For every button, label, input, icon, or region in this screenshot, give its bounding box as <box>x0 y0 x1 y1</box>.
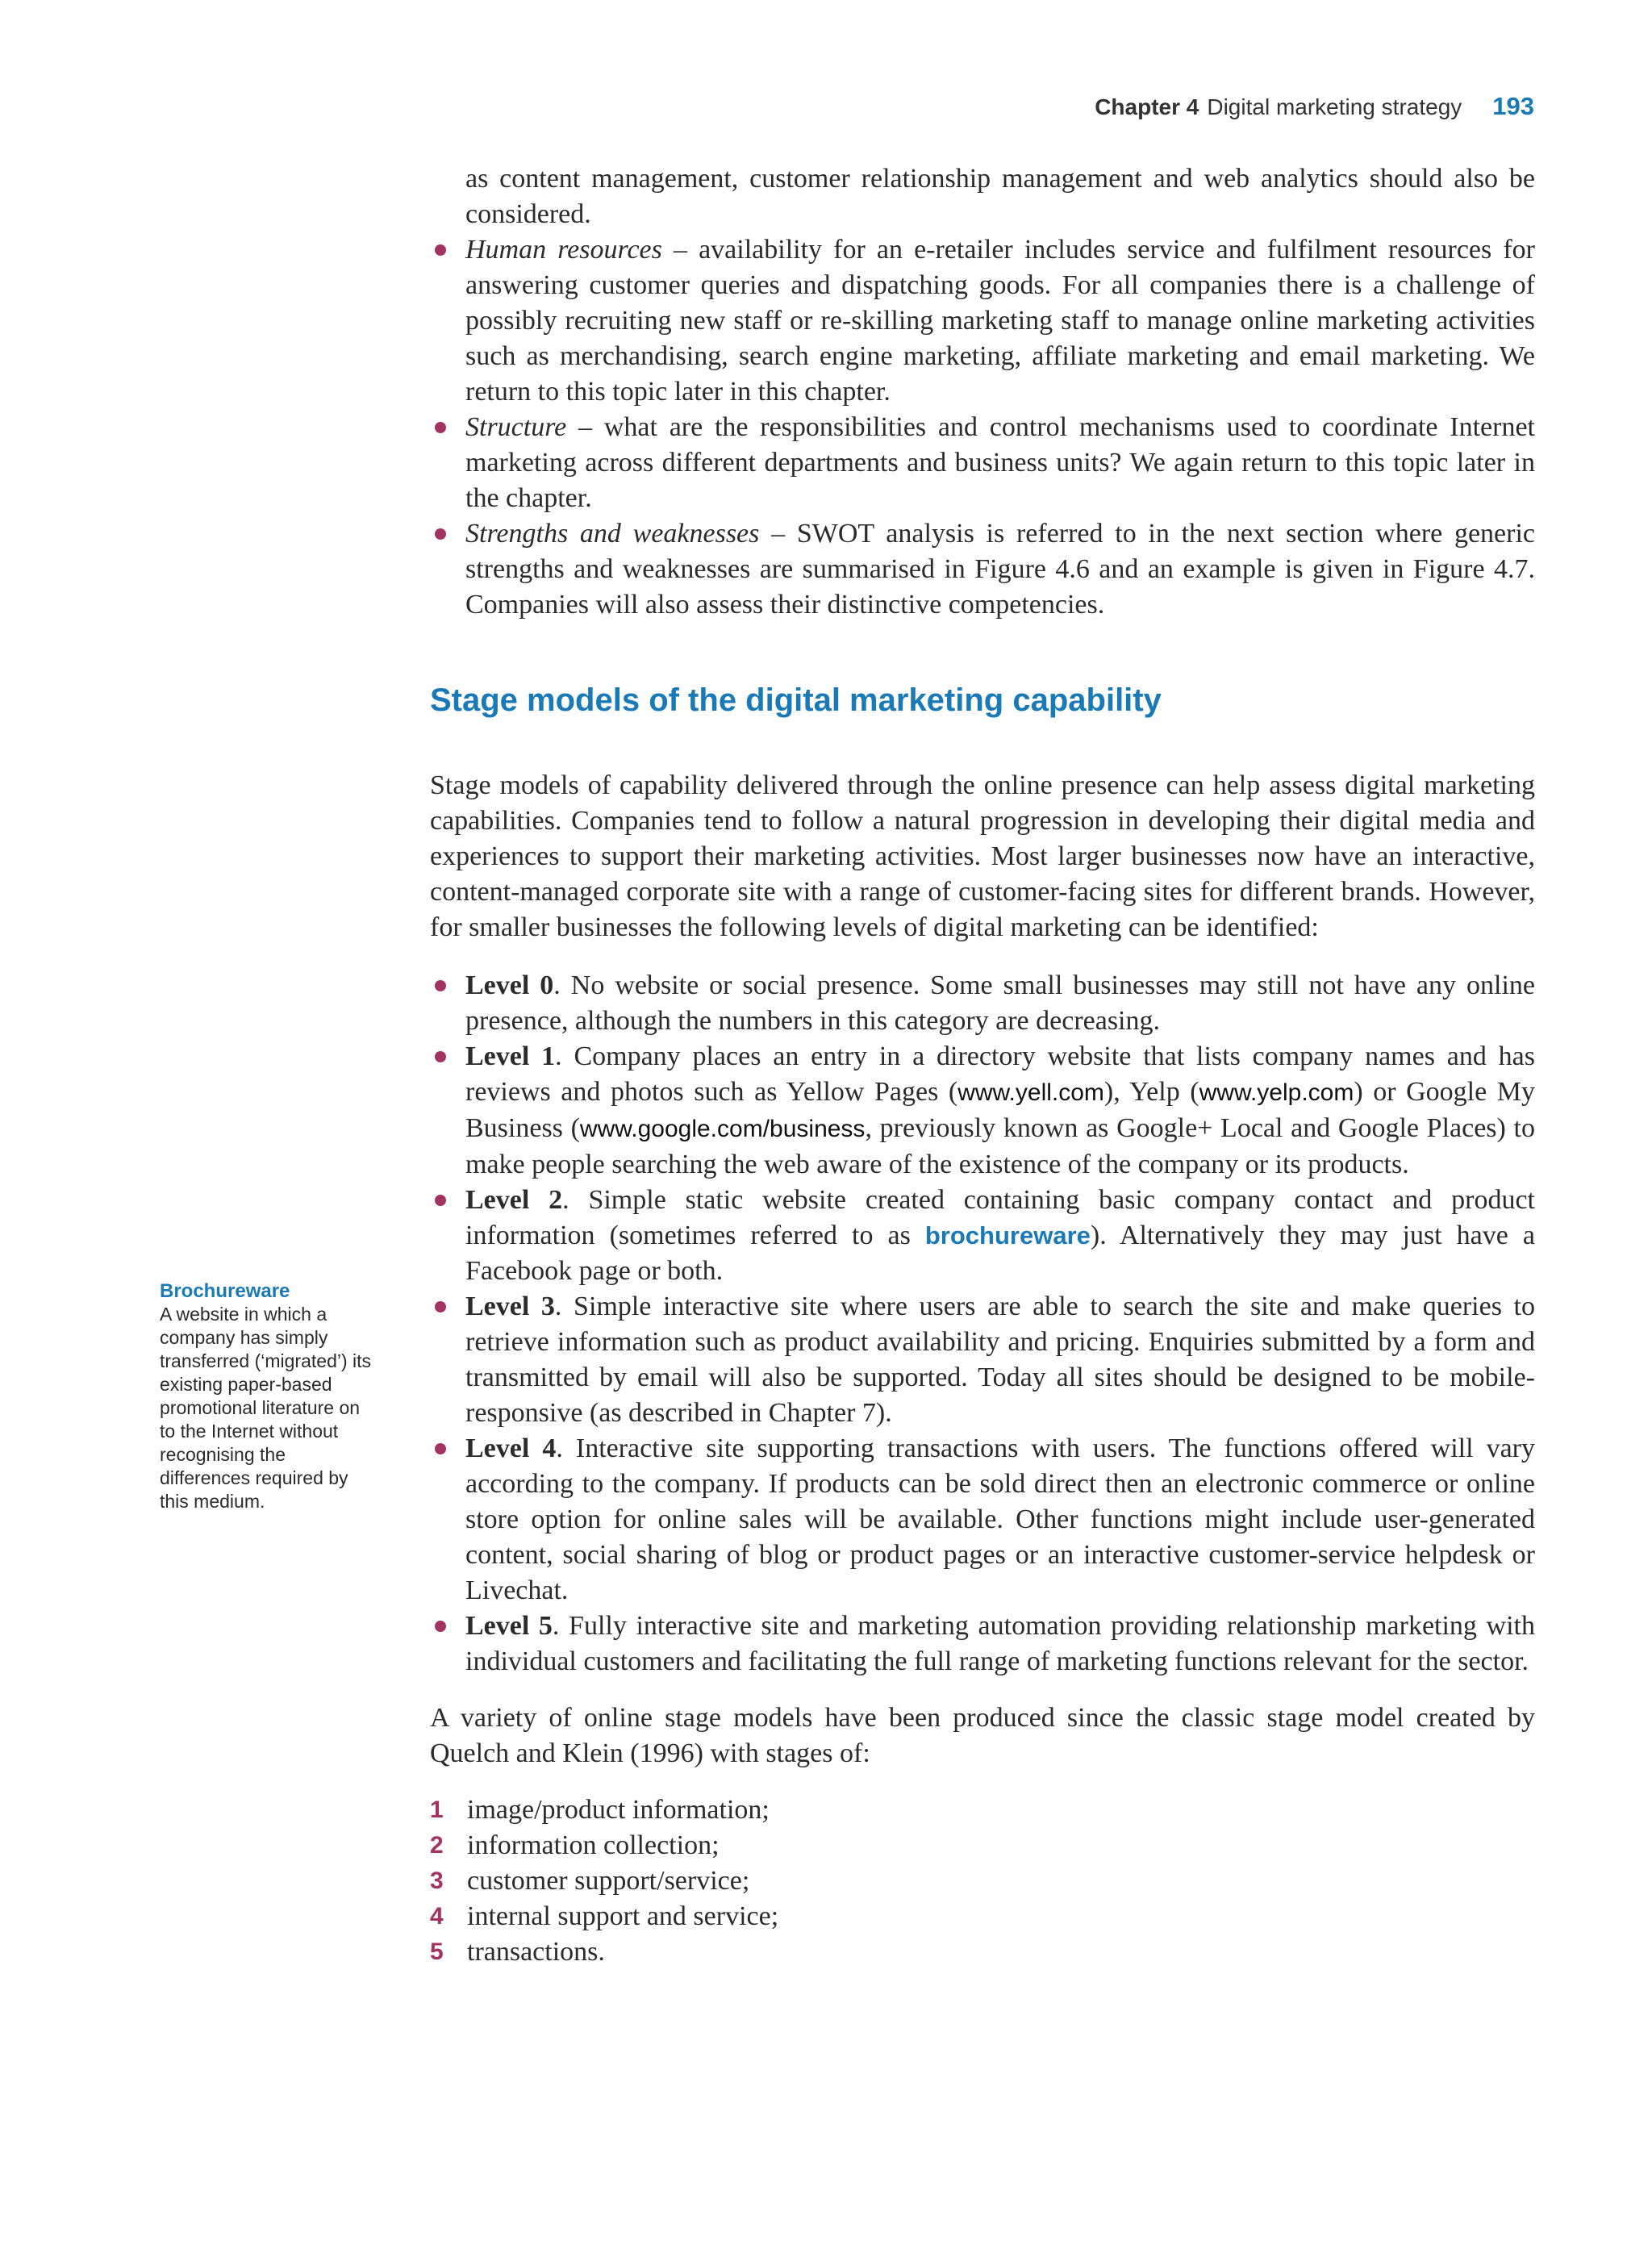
level-text: ), Yelp ( <box>1103 1077 1199 1107</box>
stage-item <box>430 1792 1535 1828</box>
yelp-url: www.yelp.com <box>1199 1079 1354 1106</box>
level-1-item <box>430 1039 1535 1183</box>
level-text: . Interactive site supporting transactions with users. The functions offered will vary according to the company. If products can be sold direct then an electronic commerce or online store option for online sales will be available. Other functions might include user-generated content, social sharing of blog or product pages or an interactive customer-service helpdesk or Livechat. <box>465 1433 1535 1605</box>
stage-item <box>430 1934 1535 1970</box>
level-label: Level 5 <box>465 1611 553 1641</box>
level-4-item <box>430 1431 1535 1609</box>
resources-bullet-list <box>430 232 1535 623</box>
level-text: ). Alternatively they may just have a Facebook page or both. <box>465 1221 1536 1286</box>
bullet-text: – SWOT analysis is referred to in the next section where generic strengths and weaknesses are summarised in Figure 4.6 and an example is given in Figure 4.7. Companies will also assess their distinctive competencies. <box>465 519 1536 620</box>
intro-paragraph: Stage models of capability delivered through the online presence can help assess digital marketing capabilities. Companies tend to follow a natural progression in developing their digital media and experiences to support their marketing activities. Most larger businesses now have an interactive, content-managed corporate site with a range of customer-facing sites for different brands. However, for smaller businesses the following levels of digital marketing can be identified: <box>430 770 1535 942</box>
chapter-title: Digital marketing strategy <box>1207 94 1462 119</box>
level-0-item <box>430 968 1535 1039</box>
level-label: Level 1 <box>465 1041 556 1071</box>
section-heading: Stage models of the digital marketing capability <box>430 682 1162 718</box>
level-text: ) or Google My Business ( <box>465 1077 1536 1143</box>
running-header <box>1095 92 1534 121</box>
bullet-structure <box>430 410 1535 516</box>
stage-text: information collection; <box>467 1830 720 1860</box>
bullet-strengths-weaknesses <box>430 516 1535 623</box>
stages-numbered-list <box>430 1792 1535 1970</box>
level-label: Level 0 <box>465 970 554 1000</box>
yell-url: www.yell.com <box>957 1079 1104 1106</box>
level-text: , previously known as Google+ Local and Google Places) to make people searching the web aware of the existence of the company or its products. <box>465 1113 1535 1179</box>
level-label: Level 4 <box>465 1433 557 1463</box>
stage-text: image/product information; <box>467 1795 770 1825</box>
bullet-term: Human resources <box>465 235 662 265</box>
stage-text: transactions. <box>467 1937 605 1967</box>
bullet-term: Structure <box>465 412 567 442</box>
stage-text: internal support and service; <box>467 1901 779 1931</box>
level-3-item <box>430 1289 1535 1431</box>
level-5-item <box>430 1609 1535 1680</box>
stage-item <box>430 1863 1535 1899</box>
page-number: 193 <box>1492 92 1534 120</box>
level-text: . Simple static website created containing basic company contact and product information (sometimes referred to as <box>465 1185 1535 1250</box>
levels-bullet-list <box>430 968 1535 1680</box>
stage-number: 5 <box>430 1938 444 1965</box>
margin-definition <box>160 1279 378 1513</box>
bullet-text: – availability for an e-retailer includes service and fulfilment resources for answering customer queries and dispatching goods. For all companies there is a challenge of possibly recruiting new staff or re-skilling marketing staff to manage online marketing activities such as merchandising, search engine marketing, affiliate marketing and email marketing. We return to this topic later in this chapter. <box>465 235 1535 407</box>
stage-number: 4 <box>430 1903 444 1930</box>
level-label: Level 2 <box>465 1185 563 1215</box>
stage-item <box>430 1899 1535 1934</box>
stage-text: customer support/service; <box>467 1866 750 1896</box>
variety-paragraph: A variety of online stage models have been produced since the classic stage model created by Quelch and Klein (1996) with stages of: <box>430 1703 1535 1768</box>
level-label: Level 3 <box>465 1292 555 1321</box>
margin-definition-text: A website in which a company has simply transferred (‘migrated’) its existing paper-based promotional literature on to the Internet without recognising the differences required by this medium. <box>160 1304 372 1512</box>
level-text: . No website or social presence. Some small businesses may still not have any online presence, although the numbers in this category are decreasing. <box>465 970 1535 1036</box>
stage-number: 2 <box>430 1832 444 1859</box>
brochureware-keyword: brochureware <box>924 1221 1091 1250</box>
stage-number: 1 <box>430 1796 444 1823</box>
chapter-label: Chapter 4 <box>1095 94 1199 119</box>
main-column <box>430 161 1535 1970</box>
level-text: . Company places an entry in a directory website that lists company names and has reviews and photos such as Yellow Pages ( <box>465 1041 1535 1107</box>
continuation-paragraph: as content management, customer relationship management and web analytics should also be considered. <box>465 164 1535 229</box>
stage-number: 3 <box>430 1867 444 1894</box>
stage-item <box>430 1828 1535 1863</box>
level-2-item <box>430 1183 1535 1289</box>
bullet-text: – what are the responsibilities and control mechanisms used to coordinate Internet marketing across different departments and business units? We again return to this topic later in the chapter. <box>465 412 1535 513</box>
margin-term: Brochureware <box>160 1280 290 1302</box>
level-text: . Simple interactive site where users are able to search the site and make queries to retrieve information such as product availability and pricing. Enquiries submitted by a form and transmitted by email will also be supported. Today all sites should be designed to be mobile-responsive (as described in Chapter 7). <box>465 1292 1535 1428</box>
level-text: . Fully interactive site and marketing automation providing relationship marketing with individual customers and facilitating the full range of marketing functions relevant for the sector. <box>465 1611 1535 1676</box>
google-business-url: www.google.com/business <box>579 1116 866 1142</box>
bullet-human-resources <box>430 232 1535 410</box>
bullet-term: Strengths and weaknesses <box>465 519 760 549</box>
